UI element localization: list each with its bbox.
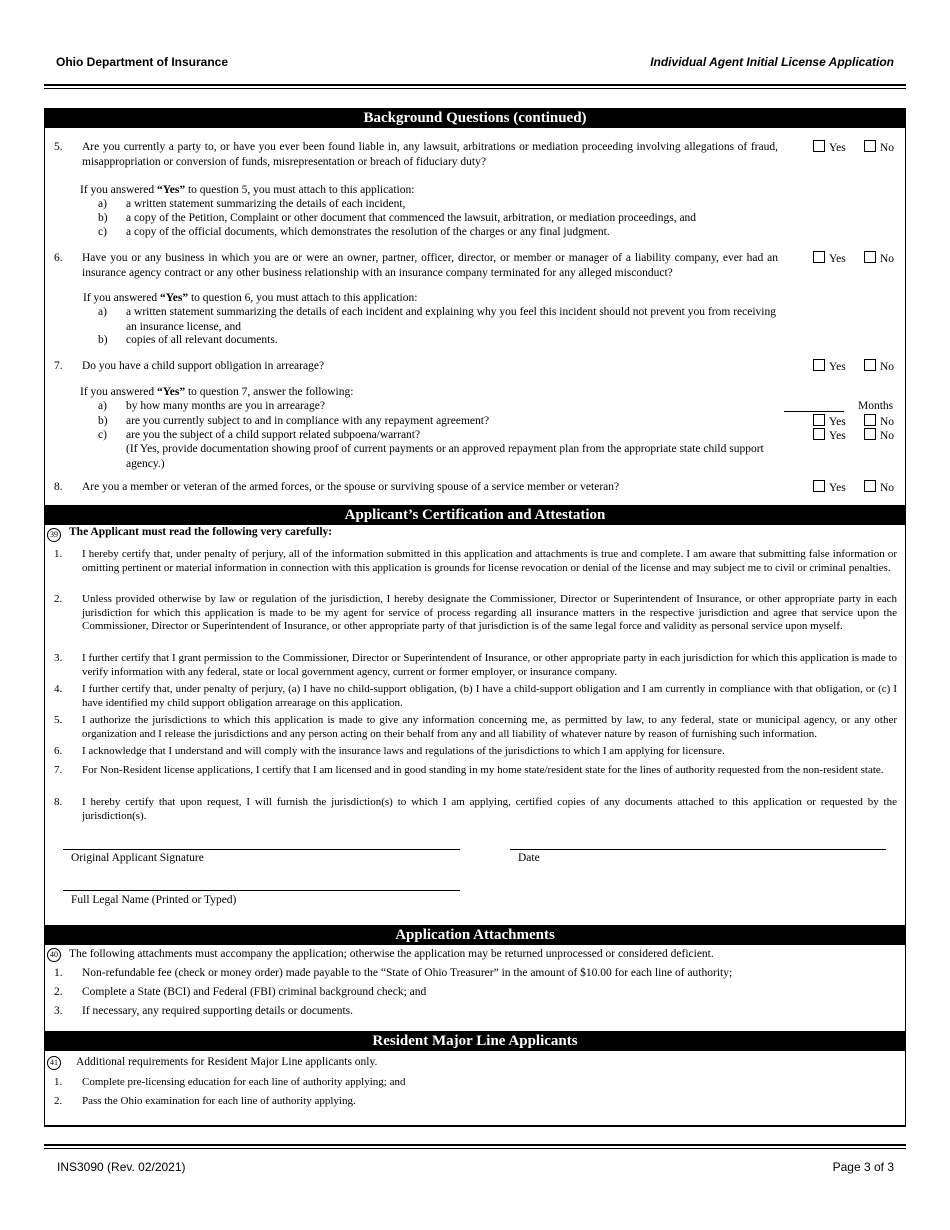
q5-yes-checkbox[interactable]: Yes — [813, 140, 846, 155]
resident-1-number: 1. — [54, 1076, 63, 1088]
item-41-marker: 41 — [47, 1056, 61, 1070]
cert-7-text: For Non-Resident license applications, I certify that I am licensed and in good standing in my home state/resident state for the lines of authority requested from the non-resident state. — [82, 764, 884, 776]
q5-item-c: a copy of the official documents, which demonstrates the resolution of the charges or any final judgment. — [126, 226, 610, 238]
resident-section-header: Resident Major Line Applicants — [45, 1031, 905, 1051]
header-rule — [44, 84, 906, 86]
q8-number: 8. — [54, 481, 63, 493]
q8-no-checkbox[interactable]: No — [864, 480, 894, 495]
q7-item-c-label: c) — [98, 429, 107, 441]
q7-item-b: are you currently subject to and in compliance with any repayment agreement? — [126, 415, 490, 427]
cert-5-text: I authorize the jurisdictions to which this application is made to give any information concerning me, as permitted by law, to any federal, state or municipal agency, or any other organization and I release the jurisdictions and any person acting on their behalf from any and all liability of whatever nature by reason of furnishing such information. — [82, 714, 897, 740]
q8-yes-checkbox[interactable]: Yes — [813, 480, 846, 495]
q7-item-b-label: b) — [98, 415, 108, 427]
full-name-field[interactable] — [63, 890, 460, 891]
q6-item-a-label: a) — [98, 306, 107, 318]
q5-item-b-label: b) — [98, 212, 108, 224]
background-section-header: Background Questions (continued) — [45, 108, 905, 128]
q7-note: (If Yes, provide documentation showing proof of current payments or an approved repayment plan from the appropriate state child support agency.) — [126, 443, 764, 470]
cert-8-text: I hereby certify that upon request, I will furnish the jurisdiction(s) to which I am applying, certified copies of any documents attached to this application or requested by the jurisdiction(s). — [82, 796, 897, 822]
q7-item-c: are you the subject of a child support related subpoena/warrant? — [126, 429, 421, 441]
cert-4-text: I further certify that, under penalty of perjury, (a) I have no child-support obligation, (b) I have a child-support obligation and I am currently in compliance with that obligation, or (c) I have identified my child support obligation arrearage on this application. — [82, 683, 897, 709]
q6-no-checkbox[interactable]: No — [864, 251, 894, 266]
q6-item-b-label: b) — [98, 334, 108, 346]
date-label: Date — [518, 852, 540, 864]
q5-no-checkbox[interactable]: No — [864, 140, 894, 155]
attachment-2-text: Complete a State (BCI) and Federal (FBI) criminal background check; and — [82, 986, 427, 998]
cert-5-number: 5. — [54, 714, 63, 726]
q8-text: Are you a member or veteran of the armed forces, or the spouse or surviving spouse of a service member or veteran? — [82, 481, 620, 493]
attachment-1-text: Non-refundable fee (check or money order) made payable to the “State of Ohio Treasurer” in the amount of $10.00 for each line of authority; — [82, 967, 733, 979]
resident-1-text: Complete pre-licensing education for each line of authority applying; and — [82, 1076, 406, 1088]
q7-item-a: by how many months are you in arrearage? — [126, 400, 325, 412]
q7c-no-checkbox[interactable]: No — [864, 428, 894, 443]
q7-months-field[interactable] — [784, 411, 844, 412]
q6-number: 6. — [54, 252, 63, 264]
resident-2-text: Pass the Ohio examination for each line of authority applying. — [82, 1095, 356, 1107]
cert-3-number: 3. — [54, 652, 63, 664]
item-39-marker: 39 — [47, 528, 61, 542]
q7-yes-checkbox[interactable]: Yes — [813, 359, 846, 374]
q6-item-b: copies of all relevant documents. — [126, 334, 278, 346]
cert-8-number: 8. — [54, 796, 63, 808]
months-label: Months — [858, 400, 894, 412]
signature-label: Original Applicant Signature — [71, 852, 204, 864]
cert-2-number: 2. — [54, 593, 63, 605]
cert-2-text: Unless provided otherwise by law or regulation of the jurisdiction, I hereby designate the Commissioner, Director or Superintendent of Insurance, or other appropriate party in each jurisdiction for which this application is made to be my agent for service of process regarding all insurance matters in the respective jurisdiction and agree that service upon the Commissioner, Director or Superintendent of Insurance, or other appropriate party of that jurisdiction is of the same legal force and validity as personal service upon myself. — [82, 593, 897, 632]
signature-field[interactable] — [63, 849, 460, 850]
q6-yes-checkbox[interactable]: Yes — [813, 251, 846, 266]
q6-instructions: If you answered “Yes” to question 6, you must attach to this application: — [83, 292, 418, 304]
attachments-section-header: Application Attachments — [45, 925, 905, 945]
attachment-3-number: 3. — [54, 1005, 63, 1017]
q7c-yes-checkbox[interactable]: Yes — [813, 428, 846, 443]
cert-6-number: 6. — [54, 745, 63, 757]
page-number: Page 3 of 3 — [832, 1160, 894, 1174]
q5-item-a: a written statement summarizing the details of each incident, — [126, 198, 406, 210]
footer-rule — [44, 1144, 906, 1146]
cert-1-text: I hereby certify that, under penalty of perjury, all of the information submitted in this application and attachments is true and complete. I am aware that submitting false information or omitting pertinent or material information in connection with this application is grounds for license revocation or denial of the license and may subject me to civil or criminal penalties. — [82, 548, 897, 574]
form-number: INS3090 (Rev. 02/2021) — [57, 1160, 186, 1174]
attachments-intro: The following attachments must accompany the application; otherwise the application may be returned unprocessed or considered deficient. — [69, 948, 714, 960]
q5-text: Are you currently a party to, or have you ever been found liable in, any lawsuit, arbitrations or mediation proceeding involving allegations of fraud, misappropriation or conversion of funds, misrepresentation or breach of fiduciary duty? — [82, 141, 778, 168]
full-name-label: Full Legal Name (Printed or Typed) — [71, 894, 237, 906]
q7-no-checkbox[interactable]: No — [864, 359, 894, 374]
attachment-1-number: 1. — [54, 967, 63, 979]
cert-1-number: 1. — [54, 548, 63, 560]
q7-text: Do you have a child support obligation in arrearage? — [82, 360, 325, 372]
q5-item-b: a copy of the Petition, Complaint or other document that commenced the lawsuit, arbitration, or mediation proceedings, and — [126, 212, 697, 224]
q6-item-a: a written statement summarizing the details of each incident and explaining why you feel this incident should not prevent you from receiving an insurance license, and — [126, 306, 776, 333]
q5-instructions: If you answered “Yes” to question 5, you must attach to this application: — [80, 184, 415, 196]
attachment-3-text: If necessary, any required supporting details or documents. — [82, 1005, 354, 1017]
form-title: Individual Agent Initial License Application — [650, 55, 894, 69]
item-40-marker: 40 — [47, 948, 61, 962]
resident-2-number: 2. — [54, 1095, 63, 1107]
footer-rule-thin — [44, 1148, 906, 1149]
q5-item-c-label: c) — [98, 226, 107, 238]
attachment-2-number: 2. — [54, 986, 63, 998]
cert-6-text: I acknowledge that I understand and will comply with the insurance laws and regulations of the jurisdictions to which I am applying for licensure. — [82, 745, 725, 757]
agency-name: Ohio Department of Insurance — [56, 55, 229, 69]
q6-text: Have you or any business in which you are or were an owner, partner, officer, director, or member or manager of a liability company, ever had an insurance agency contract or any other business relationship with an insurance company terminated for any alleged misconduct? — [82, 252, 778, 279]
q7-item-a-label: a) — [98, 400, 107, 412]
cert-7-number: 7. — [54, 764, 63, 776]
q7-instructions: If you answered “Yes” to question 7, answer the following: — [80, 386, 354, 398]
header-rule-thin — [44, 88, 906, 89]
q5-item-a-label: a) — [98, 198, 107, 210]
certification-intro: The Applicant must read the following very carefully: — [69, 526, 333, 538]
q7b-no-checkbox[interactable]: No — [864, 414, 894, 429]
q7b-yes-checkbox[interactable]: Yes — [813, 414, 846, 429]
cert-3-text: I further certify that I grant permission to the Commissioner, Director or Superintendent of Insurance, or other appropriate party in each jurisdiction for which this application is made to verify information with any federal, state or local government agency, current or former employer, or insurance company. — [82, 652, 897, 678]
q7-number: 7. — [54, 360, 63, 372]
date-field[interactable] — [510, 849, 886, 850]
resident-intro: Additional requirements for Resident Major Line applicants only. — [76, 1056, 378, 1068]
certification-section-header: Applicant’s Certification and Attestation — [45, 505, 905, 525]
cert-4-number: 4. — [54, 683, 63, 695]
q5-number: 5. — [54, 141, 63, 153]
